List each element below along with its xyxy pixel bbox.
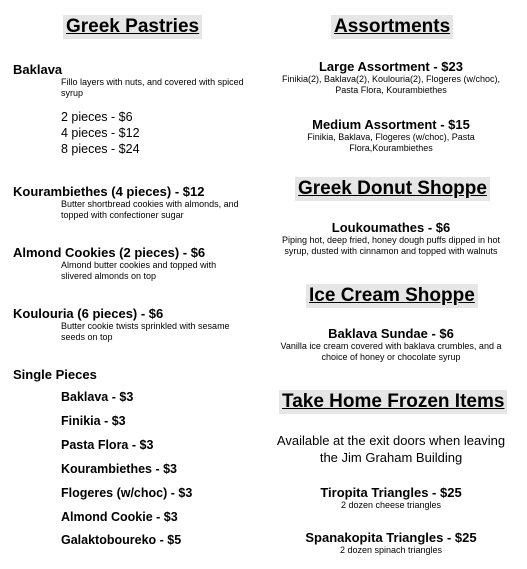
koulouria-title: Koulouria (6 pieces) - $6 xyxy=(13,306,164,321)
take-home-frozen-heading: Take Home Frozen Items xyxy=(279,390,507,414)
medium-assortment-desc: Finikia, Baklava, Flogeres (w/choc), Pasta Flora,Kourambiethes xyxy=(307,132,475,153)
tiropita-title: Tiropita Triangles - $25 xyxy=(320,485,462,500)
baklava-sundae-desc: Vanilla ice cream covered with baklava crumbles, and a choice of honey or chocolate syrup xyxy=(280,341,502,362)
greek-pastries-heading: Greek Pastries xyxy=(63,15,202,39)
single-item: Baklava - $3 xyxy=(61,390,134,404)
single-item: Almond Cookie - $3 xyxy=(61,510,178,524)
donut-shoppe-heading: Greek Donut Shoppe xyxy=(295,177,490,201)
frozen-note: Available at the exit doors when leaving the Jim Graham Building xyxy=(276,433,506,465)
medium-assortment-title: Medium Assortment - $15 xyxy=(312,117,470,132)
kourambiethes-title: Kourambiethes (4 pieces) - $12 xyxy=(13,184,205,199)
baklava-price-8: 8 pieces - $24 xyxy=(61,142,140,156)
spanakopita-desc: 2 dozen spinach triangles xyxy=(339,545,443,555)
baklava-sundae-title: Baklava Sundae - $6 xyxy=(328,326,454,341)
single-item: Galaktoboureko - $5 xyxy=(61,533,182,547)
single-item: Flogeres (w/choc) - $3 xyxy=(61,486,193,500)
ice-cream-shoppe-heading: Ice Cream Shoppe xyxy=(306,284,478,308)
kourambiethes-desc: Butter shortbread cookies with almonds, and topped with confectioner sugar xyxy=(61,199,239,220)
large-assortment-desc: Finikia(2), Baklava(2), Koulouria(2), Flogeres (w/choc), Pasta Flora, Kourambiethes xyxy=(281,74,501,95)
single-item: Pasta Flora - $3 xyxy=(61,438,154,452)
large-assortment-title: Large Assortment - $23 xyxy=(318,59,463,74)
single-item: Kourambiethes - $3 xyxy=(61,462,178,476)
single-pieces-title: Single Pieces xyxy=(13,367,97,382)
koulouria-desc: Butter cookie twists sprinkled with sesame seeds on top xyxy=(61,321,230,342)
baklava-title: Baklava xyxy=(13,62,63,77)
baklava-desc: Fillo layers with nuts, and covered with spiced syrup xyxy=(61,77,244,98)
tiropita-desc: 2 dozen cheese triangles xyxy=(340,500,442,510)
baklava-price-4: 4 pieces - $12 xyxy=(61,126,140,140)
loukoumathes-title: Loukoumathes - $6 xyxy=(331,220,451,235)
baklava-price-2: 2 pieces - $6 xyxy=(61,110,133,124)
almond-cookies-desc: Almond butter cookies and topped with slivered almonds on top xyxy=(61,260,217,281)
almond-cookies-title: Almond Cookies (2 pieces) - $6 xyxy=(13,245,206,260)
spanakopita-title: Spanakopita Triangles - $25 xyxy=(305,530,477,545)
loukoumathes-desc: Piping hot, deep fried, honey dough puffs dipped in hot syrup, dusted with cinnamon and topped with walnuts xyxy=(281,235,500,256)
assortments-heading: Assortments xyxy=(331,15,453,39)
single-item: Finikia - $3 xyxy=(61,414,126,428)
